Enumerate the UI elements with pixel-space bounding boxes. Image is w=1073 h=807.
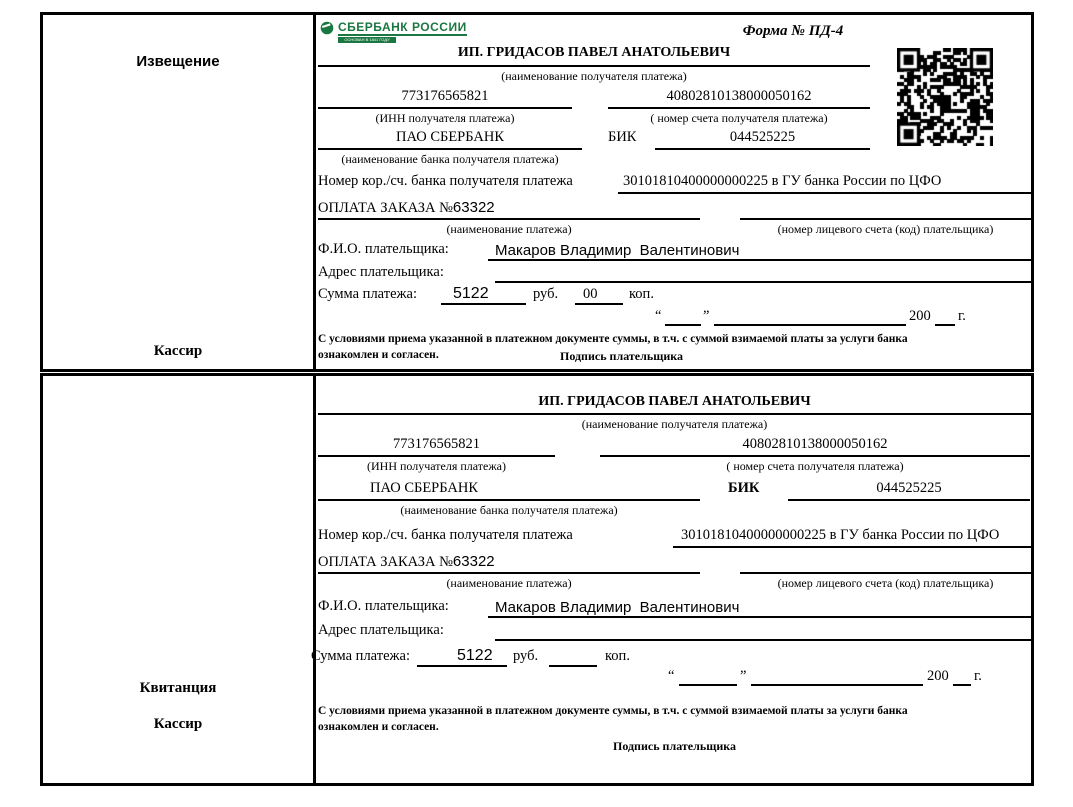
bik-value: 044525225	[729, 129, 796, 145]
purpose-label: ОПЛАТА ЗАКАЗА №	[318, 200, 453, 216]
purpose-value: 63322	[452, 199, 495, 216]
column-divider	[313, 376, 316, 783]
kop-value: 00	[583, 286, 598, 302]
inn-value: 773176565821	[401, 88, 489, 104]
recipient-caption: (наименование получателя платежа)	[581, 417, 768, 431]
underline	[495, 639, 1031, 641]
underline	[417, 665, 507, 667]
bank-caption: (наименование банка получателя платежа)	[400, 503, 618, 517]
underline	[318, 455, 555, 457]
underline	[488, 259, 1031, 261]
bank-caption: (наименование банка получателя платежа)	[341, 152, 559, 166]
payer-address-label: Адрес плательщика:	[318, 264, 444, 280]
underline	[549, 665, 597, 667]
kop-label: коп.	[605, 648, 630, 664]
form-number: Форма № ПД-4	[742, 23, 844, 39]
corr-label: Номер кор./сч. банка получателя платежа	[318, 173, 573, 189]
underline	[740, 218, 1031, 220]
receipt-title: Квитанция	[139, 680, 217, 696]
sum-label: Сумма платежа:	[318, 286, 417, 302]
inn-caption: (ИНН получателя платежа)	[375, 111, 515, 125]
account-value: 40802810138000050162	[742, 436, 888, 452]
sum-value: 5122	[457, 647, 493, 664]
bank-name: ПАО СБЕРБАНК	[370, 480, 478, 496]
column-divider	[313, 15, 316, 369]
rub-label: руб.	[513, 648, 539, 664]
payer-name-value: Макаров Владимир Валентинович	[495, 599, 740, 616]
purpose-caption: (наименование платежа)	[446, 576, 572, 590]
year-suffix: г.	[974, 668, 982, 684]
cashier-label: Кассир	[153, 343, 203, 359]
underline	[575, 303, 623, 305]
date-quote-open: “	[655, 308, 662, 324]
recipient-name: ИП. ГРИДАСОВ ПАВЕЛ АНАТОЛЬЕВИЧ	[457, 45, 731, 60]
underline	[618, 192, 1031, 194]
underline	[441, 303, 526, 305]
qr-code	[897, 48, 993, 146]
purpose-value: 63322	[452, 553, 495, 570]
underline	[673, 546, 1031, 548]
signature-label: Подпись плательщика	[613, 739, 736, 753]
underline	[318, 148, 582, 150]
underline	[665, 324, 701, 326]
sum-value: 5122	[453, 285, 489, 302]
account-caption: ( номер счета получателя платежа)	[726, 459, 904, 473]
underline	[655, 148, 870, 150]
date-quote-close: ”	[703, 308, 710, 324]
underline	[318, 107, 572, 109]
date-quote-close: ”	[740, 668, 747, 684]
underline	[488, 616, 1031, 618]
underline	[318, 218, 700, 220]
underline	[600, 455, 1030, 457]
underline	[751, 684, 923, 686]
inn-value: 773176565821	[393, 436, 480, 452]
corr-value: 30101810400000000225 в ГУ банка России по ЦФО	[681, 527, 1000, 543]
purpose-label: ОПЛАТА ЗАКАЗА №	[318, 554, 453, 570]
underline	[714, 324, 906, 326]
underline	[318, 499, 700, 501]
personal-caption: (номер лицевого счета (код) плательщика)	[777, 576, 994, 590]
sberbank-coin-icon	[320, 21, 334, 35]
agreement-line2: ознакомлен и согласен.	[318, 349, 439, 361]
underline	[318, 572, 700, 574]
agreement-line1: С условиями приема указанной в платежном документе суммы, в т.ч. с суммой взимаемой платы за услуги банка	[318, 705, 908, 717]
bik-value: 044525225	[876, 480, 942, 496]
rub-label: руб.	[533, 286, 559, 302]
personal-caption: (номер лицевого счета (код) плательщика)	[777, 222, 994, 236]
bik-label: БИК	[728, 480, 760, 496]
underline	[740, 572, 1031, 574]
underline	[495, 281, 1031, 283]
bank-logo-tagline: ОСНОВАН В 1841 ГОДУ	[338, 37, 396, 43]
underline	[318, 413, 1031, 415]
underline	[953, 684, 971, 686]
year-prefix: 200	[927, 668, 949, 684]
cashier-label: Кассир	[153, 716, 203, 732]
date-quote-open: “	[668, 668, 675, 684]
underline	[788, 499, 1030, 501]
corr-label: Номер кор./сч. банка получателя платежа	[318, 527, 573, 543]
recipient-name: ИП. ГРИДАСОВ ПАВЕЛ АНАТОЛЬЕВИЧ	[538, 394, 811, 409]
signature-label: Подпись плательщика	[560, 349, 683, 363]
payer-name-label: Ф.И.О. плательщика:	[318, 598, 449, 614]
corr-value: 30101810400000000225 в ГУ банка России по ЦФО	[623, 173, 942, 189]
payer-name-label: Ф.И.О. плательщика:	[318, 241, 449, 257]
underline	[679, 684, 737, 686]
sum-label: Сумма платежа:	[311, 648, 410, 664]
bank-name: ПАО СБЕРБАНК	[396, 129, 504, 145]
account-caption: ( номер счета получателя платежа)	[650, 111, 828, 125]
year-suffix: г.	[958, 308, 966, 324]
account-value: 40802810138000050162	[666, 88, 812, 104]
payer-address-label: Адрес плательщика:	[318, 622, 444, 638]
notice-title: Извещение	[136, 53, 220, 70]
underline	[608, 107, 870, 109]
bank-logo-name: СБЕРБАНК РОССИИ	[338, 20, 467, 34]
agreement-line2: ознакомлен и согласен.	[318, 721, 439, 733]
recipient-caption: (наименование получателя платежа)	[501, 69, 687, 83]
underline	[318, 65, 870, 67]
payer-name-value: Макаров Владимир Валентинович	[495, 242, 740, 259]
kop-label: коп.	[629, 286, 654, 302]
receipt-section	[40, 373, 1034, 786]
bik-label: БИК	[608, 129, 637, 145]
bank-logo	[320, 20, 467, 43]
notice-section	[40, 12, 1034, 372]
inn-caption: (ИНН получателя платежа)	[367, 459, 506, 473]
agreement-line1: С условиями приема указанной в платежном документе суммы, в т.ч. с суммой взимаемой платы за услуги банка	[318, 333, 908, 345]
purpose-caption: (наименование платежа)	[446, 222, 572, 236]
year-prefix: 200	[909, 308, 931, 324]
underline	[935, 324, 955, 326]
